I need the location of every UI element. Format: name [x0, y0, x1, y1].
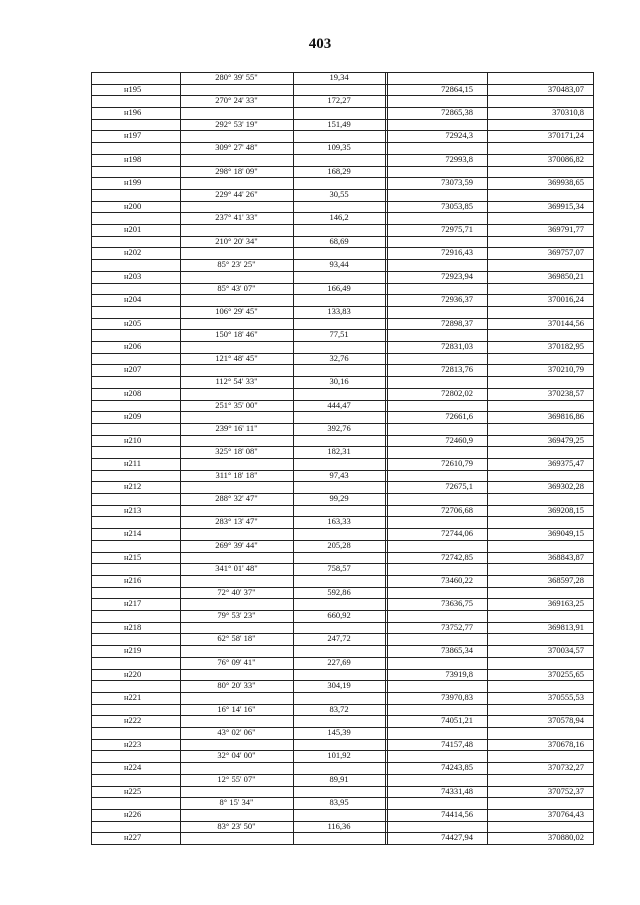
point-row — [91, 645, 594, 657]
y-coordinate-cell: 370880,02 — [547, 832, 584, 843]
y-coordinate-cell: 369302,28 — [547, 481, 584, 492]
point-id-cell: н220 — [124, 668, 142, 679]
segment-row — [91, 727, 594, 739]
point-row — [91, 692, 594, 704]
point-id-cell: н212 — [124, 481, 142, 492]
point-row — [91, 411, 594, 423]
point-row — [91, 201, 594, 213]
point-id-cell: н218 — [124, 621, 142, 632]
direction-angle-cell: 309° 27' 48" — [215, 142, 258, 153]
point-id-cell: н215 — [124, 551, 142, 562]
y-coordinate-cell: 370182,95 — [547, 341, 584, 352]
segment-row — [91, 400, 594, 412]
point-row — [91, 224, 594, 236]
distance-cell: 166,49 — [327, 282, 351, 293]
point-row — [91, 247, 594, 259]
direction-angle-cell: 283° 13' 47" — [215, 516, 258, 527]
x-coordinate-cell: 74414,56 — [441, 808, 473, 819]
x-coordinate-cell: 72706,68 — [441, 504, 473, 515]
distance-cell: 182,31 — [327, 446, 351, 457]
x-coordinate-cell: 74427,94 — [441, 832, 473, 843]
segment-row — [91, 353, 594, 365]
point-id-cell: н222 — [124, 715, 142, 726]
point-row — [91, 107, 594, 119]
segment-row — [91, 774, 594, 786]
point-id-cell: н210 — [124, 434, 142, 445]
distance-cell: 19,34 — [329, 72, 349, 82]
segment-row — [91, 821, 594, 833]
page-number: 403 — [308, 36, 332, 52]
distance-cell: 247,72 — [327, 633, 351, 644]
segment-row — [91, 283, 594, 295]
segment-row — [91, 657, 594, 669]
distance-cell: 101,92 — [327, 750, 351, 761]
x-coordinate-cell: 72993,8 — [445, 153, 473, 164]
point-id-cell: н200 — [124, 200, 142, 211]
x-coordinate-cell: 72916,43 — [441, 247, 473, 258]
direction-angle-cell: 72° 40' 37" — [217, 586, 256, 597]
point-row — [91, 809, 594, 821]
point-id-cell: н208 — [124, 387, 142, 398]
y-coordinate-cell: 370210,79 — [547, 364, 584, 375]
point-row — [91, 154, 594, 166]
x-coordinate-cell: 73865,34 — [441, 645, 473, 656]
point-row — [91, 786, 594, 798]
y-coordinate-cell: 369813,91 — [547, 621, 584, 632]
segment-row — [91, 633, 594, 645]
direction-angle-cell: 121° 48' 45" — [215, 352, 258, 363]
x-coordinate-cell: 72831,03 — [441, 341, 473, 352]
direction-angle-cell: 292° 53' 19" — [215, 118, 258, 129]
x-coordinate-cell: 72864,15 — [441, 83, 473, 94]
point-id-cell: н219 — [124, 645, 142, 656]
point-row — [91, 271, 594, 283]
point-id-cell: н209 — [124, 411, 142, 422]
segment-row — [91, 166, 594, 178]
point-id-cell: н214 — [124, 528, 142, 539]
direction-angle-cell: 43° 02' 06" — [217, 727, 256, 738]
x-coordinate-cell: 74331,48 — [441, 785, 473, 796]
direction-angle-cell: 269° 39' 44" — [215, 539, 258, 550]
point-row — [91, 458, 594, 470]
x-coordinate-cell: 72610,79 — [441, 458, 473, 468]
point-id-cell: н221 — [124, 691, 142, 702]
y-coordinate-cell: 370578,94 — [547, 715, 584, 726]
distance-cell: 146,2 — [329, 212, 349, 223]
distance-cell: 168,29 — [327, 165, 351, 176]
distance-cell: 97,43 — [329, 469, 349, 480]
direction-angle-cell: 229° 44' 26" — [215, 188, 258, 199]
point-row — [91, 435, 594, 447]
x-coordinate-cell: 72742,85 — [441, 551, 473, 562]
distance-cell: 444,47 — [327, 399, 351, 410]
point-row — [91, 832, 594, 844]
distance-cell: 660,92 — [327, 610, 351, 621]
point-row — [91, 622, 594, 634]
segment-row — [91, 540, 594, 552]
y-coordinate-cell: 369049,15 — [547, 528, 584, 539]
point-row — [91, 318, 594, 330]
segment-row — [91, 750, 594, 762]
y-coordinate-cell: 370678,16 — [547, 738, 584, 749]
x-coordinate-cell: 72802,02 — [441, 387, 473, 398]
direction-angle-cell: 251° 35' 00" — [215, 399, 258, 410]
segment-row — [91, 610, 594, 622]
segment-row — [91, 680, 594, 692]
distance-cell: 163,33 — [327, 516, 351, 527]
point-row — [91, 552, 594, 564]
x-coordinate-cell: 72923,94 — [441, 270, 473, 281]
segment-row — [91, 236, 594, 248]
x-coordinate-cell: 73460,22 — [441, 574, 473, 585]
y-coordinate-cell: 368597,28 — [547, 574, 584, 585]
point-id-cell: н203 — [124, 270, 142, 281]
distance-cell: 392,76 — [327, 422, 351, 433]
distance-cell: 133,83 — [327, 305, 351, 316]
segment-row — [91, 72, 594, 84]
x-coordinate-cell: 72936,37 — [441, 294, 473, 305]
y-coordinate-cell: 370086,82 — [547, 153, 584, 164]
y-coordinate-cell: 369757,07 — [547, 247, 584, 258]
coordinates-table — [91, 72, 594, 844]
point-id-cell: н201 — [124, 224, 142, 235]
distance-cell: 89,91 — [329, 773, 349, 784]
direction-angle-cell: 79° 53' 23" — [217, 610, 256, 621]
distance-cell: 758,57 — [327, 563, 351, 574]
y-coordinate-cell: 370310,8 — [552, 107, 584, 118]
direction-angle-cell: 239° 16' 11" — [215, 422, 258, 433]
distance-cell: 30,55 — [329, 188, 349, 199]
point-id-cell: н223 — [124, 738, 142, 749]
point-id-cell: н196 — [124, 107, 142, 118]
distance-cell: 83,72 — [329, 703, 349, 714]
point-row — [91, 388, 594, 400]
distance-cell: 145,39 — [327, 727, 351, 738]
segment-row — [91, 259, 594, 271]
point-row — [91, 762, 594, 774]
point-row — [91, 84, 594, 96]
segment-row — [91, 587, 594, 599]
x-coordinate-cell: 73073,59 — [441, 177, 473, 188]
direction-angle-cell: 32° 04' 00" — [217, 750, 256, 761]
x-coordinate-cell: 74051,21 — [441, 715, 473, 726]
segment-row — [91, 142, 594, 154]
x-coordinate-cell: 72744,06 — [441, 528, 473, 539]
distance-cell: 205,28 — [327, 539, 351, 550]
distance-cell: 151,49 — [327, 118, 351, 129]
point-row — [91, 575, 594, 587]
segment-row — [91, 376, 594, 388]
segment-row — [91, 189, 594, 201]
x-coordinate-cell: 72865,38 — [441, 107, 473, 118]
y-coordinate-cell: 369915,34 — [547, 200, 584, 211]
y-coordinate-cell: 370752,37 — [547, 785, 584, 796]
distance-cell: 227,69 — [327, 656, 351, 667]
direction-angle-cell: 83° 23' 50" — [217, 820, 256, 831]
point-row — [91, 481, 594, 493]
segment-row — [91, 797, 594, 809]
point-id-cell: н217 — [124, 598, 142, 609]
y-coordinate-cell: 369816,86 — [547, 411, 584, 422]
direction-angle-cell: 325° 18' 08" — [215, 446, 258, 457]
distance-cell: 109,35 — [327, 142, 351, 153]
point-row — [91, 669, 594, 681]
x-coordinate-cell: 73636,75 — [441, 598, 473, 609]
x-coordinate-cell: 73970,83 — [441, 691, 473, 702]
y-coordinate-cell: 369791,77 — [547, 224, 584, 235]
y-coordinate-cell: 369938,65 — [547, 177, 584, 188]
y-coordinate-cell: 370171,24 — [547, 130, 584, 141]
distance-cell: 172,27 — [327, 95, 351, 106]
point-id-cell: н224 — [124, 762, 142, 773]
distance-cell: 68,69 — [329, 235, 349, 246]
y-coordinate-cell: 369479,25 — [547, 434, 584, 445]
direction-angle-cell: 298° 18' 09" — [215, 165, 258, 176]
segment-row — [91, 493, 594, 505]
direction-angle-cell: 85° 43' 07" — [217, 282, 256, 293]
direction-angle-cell: 237° 41' 33" — [215, 212, 258, 223]
point-id-cell: н226 — [124, 808, 142, 819]
x-coordinate-cell: 73919,8 — [445, 668, 473, 679]
y-coordinate-cell: 369163,25 — [547, 598, 584, 609]
y-coordinate-cell: 370483,07 — [547, 83, 584, 94]
x-coordinate-cell: 72813,76 — [441, 364, 473, 375]
x-coordinate-cell: 73053,85 — [441, 200, 473, 211]
y-coordinate-cell: 370764,43 — [547, 808, 584, 819]
segment-row — [91, 446, 594, 458]
distance-cell: 304,19 — [327, 680, 351, 691]
point-id-cell: н225 — [124, 785, 142, 796]
point-id-cell: н211 — [124, 458, 141, 468]
direction-angle-cell: 150° 18' 46" — [215, 329, 258, 340]
y-coordinate-cell: 370555,53 — [547, 691, 584, 702]
point-id-cell: н199 — [124, 177, 142, 188]
x-coordinate-cell: 72924,3 — [445, 130, 473, 141]
segment-row — [91, 306, 594, 318]
point-row — [91, 130, 594, 142]
direction-angle-cell: 311° 18' 18" — [215, 469, 258, 480]
direction-angle-cell: 12° 55' 07" — [217, 773, 256, 784]
direction-angle-cell: 16° 14' 16" — [217, 703, 256, 714]
direction-angle-cell: 62° 58' 18" — [217, 633, 256, 644]
point-id-cell: н195 — [124, 83, 142, 94]
point-id-cell: н206 — [124, 341, 142, 352]
direction-angle-cell: 341° 01' 48" — [215, 563, 258, 574]
segment-row — [91, 516, 594, 528]
point-row — [91, 598, 594, 610]
direction-angle-cell: 85° 23' 25" — [217, 259, 256, 270]
point-id-cell: н197 — [124, 130, 142, 141]
point-row — [91, 528, 594, 540]
point-id-cell: н204 — [124, 294, 142, 305]
x-coordinate-cell: 72898,37 — [441, 317, 473, 328]
segment-row — [91, 423, 594, 435]
row-border — [91, 844, 594, 845]
point-row — [91, 364, 594, 376]
segment-row — [91, 119, 594, 131]
y-coordinate-cell: 369850,21 — [547, 270, 584, 281]
point-row — [91, 177, 594, 189]
point-row — [91, 341, 594, 353]
y-coordinate-cell: 370238,57 — [547, 387, 584, 398]
y-coordinate-cell: 370144,56 — [547, 317, 584, 328]
direction-angle-cell: 280° 39' 55" — [215, 72, 258, 82]
point-id-cell: н205 — [124, 317, 142, 328]
x-coordinate-cell: 74157,48 — [441, 738, 473, 749]
segment-row — [91, 212, 594, 224]
y-coordinate-cell: 369375,47 — [547, 458, 584, 468]
point-id-cell: н227 — [124, 832, 142, 843]
segment-row — [91, 470, 594, 482]
point-id-cell: н202 — [124, 247, 142, 258]
point-row — [91, 739, 594, 751]
y-coordinate-cell: 369208,15 — [547, 504, 584, 515]
y-coordinate-cell: 370255,65 — [547, 668, 584, 679]
direction-angle-cell: 80° 20' 33" — [217, 680, 256, 691]
x-coordinate-cell: 72975,71 — [441, 224, 473, 235]
y-coordinate-cell: 370016,24 — [547, 294, 584, 305]
y-coordinate-cell: 370732,27 — [547, 762, 584, 773]
segment-row — [91, 704, 594, 716]
direction-angle-cell: 106° 29' 45" — [215, 305, 258, 316]
point-row — [91, 294, 594, 306]
x-coordinate-cell: 72675,1 — [445, 481, 473, 492]
distance-cell: 77,51 — [329, 329, 349, 340]
x-coordinate-cell: 74243,85 — [441, 762, 473, 773]
direction-angle-cell: 76° 09' 41" — [217, 656, 256, 667]
segment-row — [91, 329, 594, 341]
point-row — [91, 505, 594, 517]
x-coordinate-cell: 72460,9 — [445, 434, 473, 445]
y-coordinate-cell: 368843,87 — [547, 551, 584, 562]
x-coordinate-cell: 72661,6 — [445, 411, 473, 422]
distance-cell: 30,16 — [329, 376, 349, 387]
distance-cell: 592,86 — [327, 586, 351, 597]
point-id-cell: н207 — [124, 364, 142, 375]
segment-row — [91, 95, 594, 107]
x-coordinate-cell: 73752,77 — [441, 621, 473, 632]
distance-cell: 99,29 — [329, 493, 349, 504]
distance-cell: 93,44 — [329, 259, 349, 270]
point-id-cell: н198 — [124, 153, 142, 164]
point-id-cell: н213 — [124, 504, 142, 515]
distance-cell: 83,95 — [329, 797, 349, 808]
direction-angle-cell: 288° 32' 47" — [215, 493, 258, 504]
segment-row — [91, 563, 594, 575]
y-coordinate-cell: 370034,57 — [547, 645, 584, 656]
direction-angle-cell: 8° 15' 34" — [219, 797, 254, 808]
direction-angle-cell: 270° 24' 33" — [215, 95, 258, 106]
direction-angle-cell: 210° 20' 34" — [215, 235, 258, 246]
point-id-cell: н216 — [124, 574, 142, 585]
direction-angle-cell: 112° 54' 33" — [215, 376, 258, 387]
distance-cell: 32,76 — [329, 352, 349, 363]
distance-cell: 116,36 — [327, 820, 351, 831]
point-row — [91, 715, 594, 727]
